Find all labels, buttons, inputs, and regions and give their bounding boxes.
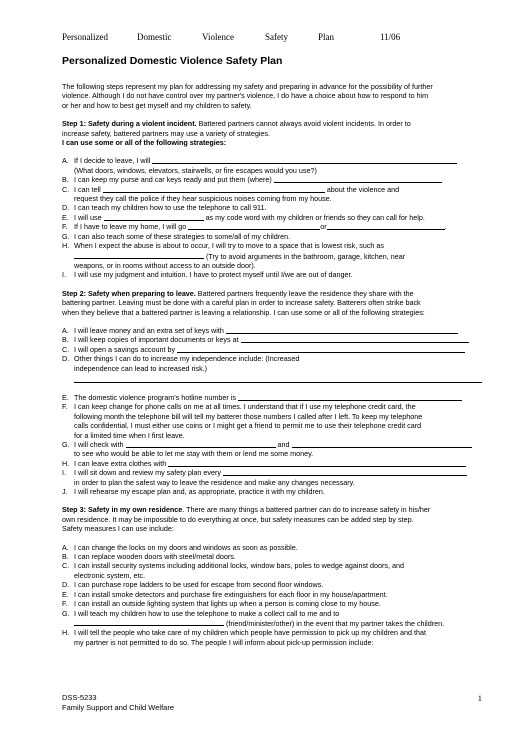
list-item: E. I will use as my code word with my children or friends so they can call for help. — [62, 212, 425, 222]
list-item-continued: my partner is not permitted to do so. The people I will inform about pick-up permission include: — [74, 637, 374, 647]
list-item: D. Other things I can do to increase my independence include: (Increased — [62, 354, 300, 364]
list-item: E. I can install smoke detectors and purchase fire extinguishers for each floor in my house/apartment. — [62, 589, 388, 599]
page-footer — [62, 693, 482, 713]
list-item: I. I will sit down and review my safety plan every — [62, 468, 482, 477]
blank-field[interactable] — [327, 222, 445, 230]
list-item-continued: (friend/minister/other) in the event that my partner takes the children. — [62, 618, 482, 628]
list-item: E. The domestic violence program's hotline number is — [62, 393, 482, 402]
document-title: Personalized Domestic Violence Safety Plan — [62, 55, 283, 67]
step2-intro: Step 2: Safety when preparing to leave. Battered partners frequently leave the residence they share with the — [62, 288, 414, 298]
step2-intro-3: when they believe that a battered partner is leaving a relationship. I can use some or all of the following strategies: — [62, 307, 425, 317]
list-item-continued: (Try to avoid arguments in the bathroom, garage, kitchen, near — [62, 251, 482, 261]
step1-intro-2: increase safety, battered partners may use a variety of strategies. — [62, 128, 271, 138]
list-item: B. I can replace wooden doors with steel/metal doors. — [62, 552, 236, 562]
list-item: F. I can keep change for phone calls on me at all times. I understand that if I use my telephone credit card, the — [62, 402, 416, 412]
list-item-continued: for a limited time when I first leave. — [74, 430, 185, 440]
list-item: G. I will teach my children how to use the telephone to make a collect call to me and to — [62, 608, 340, 618]
list-item-continued: in order to plan the safest way to leave the residence and make any changes necessary. — [74, 477, 355, 487]
header-word: Safety — [265, 32, 288, 42]
form-number: DSS-5233 — [62, 693, 97, 702]
intro-line: violence. Although I do not have control over my partner's violence, I do have a choice about how to respond to him — [62, 91, 429, 101]
document-body — [62, 82, 482, 647]
blank-line[interactable] — [74, 373, 482, 383]
intro-line: The following steps represent my plan for addressing my safety and preparing in advance for the possibility of further — [62, 82, 433, 91]
step3-intro-2: own residence. It may be impossible to do everything at once, but safety measures can be added step by step. — [62, 514, 414, 524]
list-item-continued: (What doors, windows, elevators, stairwells, or fire escapes would you use?) — [74, 165, 317, 175]
list-item: B. I will keep copies of important documents or keys at — [62, 335, 482, 344]
blank-field[interactable] — [74, 251, 204, 259]
running-header — [62, 32, 482, 44]
list-item: F. If I have to leave my home, I will go or . — [62, 222, 447, 232]
blank-field[interactable] — [104, 213, 204, 221]
blank-field[interactable] — [188, 222, 320, 230]
list-item: H. I will tell the people who take care of my children which people have permission to pick up my children and that — [62, 628, 426, 638]
blank-field[interactable] — [74, 618, 224, 626]
step1-intro: Step 1: Safety during a violent incident. Battered partners cannot always avoid violent incidents. In order to — [62, 119, 411, 129]
list-item-continued: weapons, or in rooms without access to an outside door). — [74, 260, 256, 270]
list-item: A. I will leave money and an extra set of keys with — [62, 326, 482, 335]
list-item: G. I will check with and — [62, 440, 482, 449]
list-item: H. When I expect the abuse is about to occur, I will try to move to a space that is lowest risk, such as — [62, 241, 385, 251]
step3-heading: Step 3: Safety in my own residence — [62, 505, 183, 515]
blank-field[interactable] — [177, 345, 465, 353]
header-word: Domestic — [137, 32, 172, 42]
blank-field[interactable] — [223, 468, 467, 476]
list-item-continued: to see who would be able to let me stay with them or lend me some money. — [74, 449, 314, 459]
list-item-continued: calls confidential, I must either use coins or I might get a friend to permit me to use their telephone credit card — [74, 421, 422, 431]
blank-field[interactable] — [241, 335, 469, 343]
blank-field[interactable] — [168, 459, 466, 467]
department-name: Family Support and Child Welfare — [62, 703, 174, 712]
step2-intro-2: battering partner. Leaving must be done with a careful plan in order to increase safety. Batterers often strike back — [62, 298, 421, 308]
list-item: C. I can tell about the violence and — [62, 184, 400, 194]
blank-field[interactable] — [126, 440, 276, 448]
step3-intro-3: Safety measures I can use include: — [62, 524, 174, 534]
list-item-continued: independence can lead to increased risk.) — [74, 363, 208, 373]
intro-line: or her and how to best get myself and my children to safety. — [62, 100, 252, 110]
header-word: Personalized — [62, 32, 108, 42]
header-date: 11/06 — [380, 32, 401, 42]
list-item: A. If I decide to leave, I will — [62, 156, 482, 165]
header-word: Plan — [318, 32, 335, 42]
list-item: A. I can change the locks on my doors and windows as soon as possible. — [62, 542, 298, 552]
step3-intro: Step 3: Safety in my own residence. There are many things a battered partner can do to increase safety in his/her — [62, 505, 431, 515]
list-item: G. I can also teach some of these strategies to some/all of my children. — [62, 231, 291, 241]
blank-field[interactable] — [226, 326, 458, 334]
step1-strategies-heading: I can use some or all of the following strategies: — [62, 138, 227, 148]
blank-field[interactable] — [103, 185, 325, 193]
list-item: H. I can leave extra clothes with — [62, 459, 482, 468]
list-item-continued: following month the telephone bill will tell my batterer those numbers I called after I left. To keep my telephone — [74, 411, 423, 421]
list-item: F. I can install an outside lighting system that lights up when a person is coming close to my house. — [62, 599, 381, 609]
list-item: D. I can purchase rope ladders to be used for escape from second floor windows. — [62, 580, 324, 590]
blank-field[interactable] — [238, 393, 462, 401]
list-item: I. I will use my judgment and intuition. I have to protect myself until I/we are out of danger. — [62, 270, 353, 280]
list-item: B. I can keep my purse and car keys ready and put them (where) — [62, 175, 482, 184]
header-word: Violence — [202, 32, 234, 42]
blank-field[interactable] — [152, 156, 457, 164]
step2-heading: Step 2: Safety when preparing to leave. — [62, 288, 196, 298]
list-item-continued: request they call the police if they hear suspicious noises coming from my house. — [74, 194, 332, 204]
list-item: J. I will rehearse my escape plan and, as appropriate, practice it with my children. — [62, 487, 325, 497]
page-number: 1 — [477, 693, 482, 703]
blank-field[interactable] — [274, 175, 442, 183]
list-item-continued: electronic system, etc. — [74, 570, 146, 580]
list-item: C. I will open a savings account by — [62, 345, 482, 354]
blank-field[interactable] — [292, 440, 472, 448]
step1-heading: Step 1: Safety during a violent incident. — [62, 119, 197, 129]
list-item: D. I can teach my children how to use the telephone to call 911. — [62, 203, 267, 213]
list-item: C. I can install security systems including additional locks, window bars, poles to wedge against doors, and — [62, 561, 405, 571]
